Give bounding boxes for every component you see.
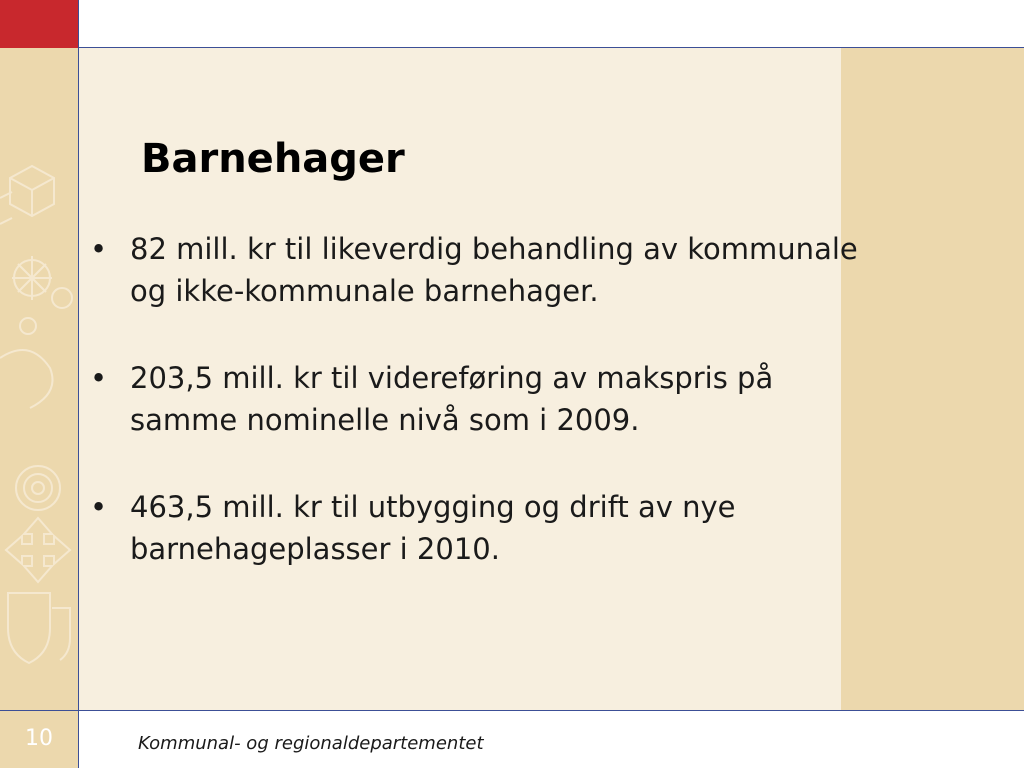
spiral-icon — [0, 350, 60, 510]
decorative-pattern — [0, 48, 78, 710]
decorative-left-strip — [0, 48, 78, 710]
bullet-marker: • — [90, 490, 108, 524]
shield-icon — [8, 593, 70, 663]
slide-title: Barnehager — [141, 136, 405, 182]
bullet-marker: • — [90, 361, 108, 395]
bullet-text: 82 mill. kr til likeverdig behandling av kommunale og ikke-kommunale barnehager. — [130, 232, 858, 308]
cube-icon — [0, 166, 54, 224]
bullet-marker: • — [90, 232, 108, 266]
header-band — [79, 0, 1024, 48]
arrow-cross-icon — [6, 518, 70, 582]
red-corner-block — [0, 0, 79, 48]
slide-number: 10 — [25, 726, 53, 751]
bullet-text: 203,5 mill. kr til videreføring av makspris på samme nominelle nivå som i 2009. — [130, 361, 774, 437]
footer-department-name: Kommunal- og regionaldepartementet — [138, 733, 484, 754]
bullet-item — [90, 486, 870, 570]
snowflake-icon — [12, 256, 72, 334]
bullet-text: 463,5 mill. kr til utbygging og drift av nye barnehageplasser i 2010. — [130, 490, 736, 566]
bullet-list — [90, 228, 870, 615]
bullet-item — [90, 357, 870, 441]
bullet-item — [90, 228, 870, 312]
